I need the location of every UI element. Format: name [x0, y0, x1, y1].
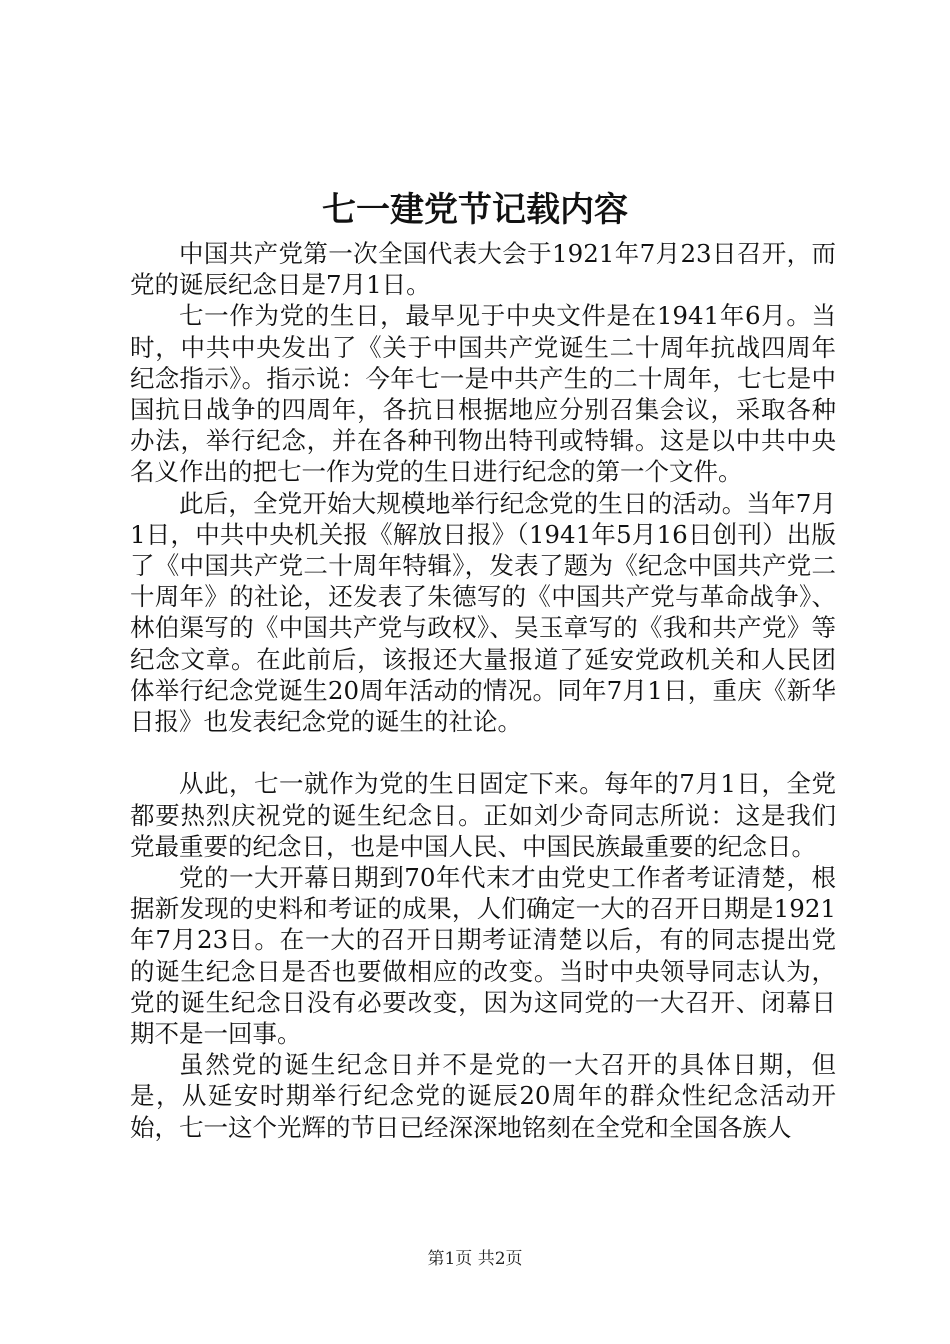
- document-title: 七一建党节记载内容: [322, 190, 628, 230]
- document-body: [130, 238, 836, 1143]
- page-footer: 第1页 共2页: [427, 1249, 523, 1269]
- paragraph-1: 中国共产党第一次全国代表大会于1921年7月23日召开，而党的诞辰纪念日是7月1日。: [130, 239, 836, 300]
- paragraph-2: 七一作为党的生日，最早见于中央文件是在1941年6月。当时，中共中央发出了《关于中国共产党诞生二十周年抗战四周年纪念指示》。指示说：今年七一是中共产生的二十周年，七七是中国抗日战争的四周年，各抗日根据地应分别召集会议，采取各种办法，举行纪念，并在各种刊物出特刊或特辑。这是以中共中央名义作出的把七一作为党的生日进行纪念的第一个文件。: [130, 301, 836, 487]
- paragraph-5: 党的一大开幕日期到70年代末才由党史工作者考证清楚，根据新发现的史料和考证的成果，人们确定一大的召开日期是1921年7月23日。在一大的召开日期考证清楚以后，有的同志提出党的诞生纪念日是否也要做相应的改变。当时中央领导同志认为，党的诞生纪念日没有必要改变，因为这同党的一大召开、闭幕日期不是一回事。: [130, 863, 836, 1049]
- paragraph-4: 从此，七一就作为党的生日固定下来。每年的7月1日，全党都要热烈庆祝党的诞生纪念日。正如刘少奇同志所说：这是我们党最重要的纪念日，也是中国人民、中国民族最重要的纪念日。: [130, 769, 836, 861]
- paragraph-6: 虽然党的诞生纪念日并不是党的一大召开的具体日期，但是，从延安时期举行纪念党的诞辰20周年的群众性纪念活动开始，七一这个光辉的节日已经深深地铭刻在全党和全国各族人: [130, 1050, 836, 1142]
- paragraph-3: 此后，全党开始大规模地举行纪念党的生日的活动。当年7月1日，中共中央机关报《解放日报》（1941年5月16日创刊）出版了《中国共产党二十周年特辑》，发表了题为《纪念中国共产党二十周年》的社论，还发表了朱德写的《中国共产党与革命战争》、林伯渠写的《中国共产党与政权》、吴玉章写的《我和共产党》等纪念文章。在此前后，该报还大量报道了延安党政机关和人民团体举行纪念党诞生20周年活动的情况。同年7月1日，重庆《新华日报》也发表纪念党的诞生的社论。: [130, 488, 836, 737]
